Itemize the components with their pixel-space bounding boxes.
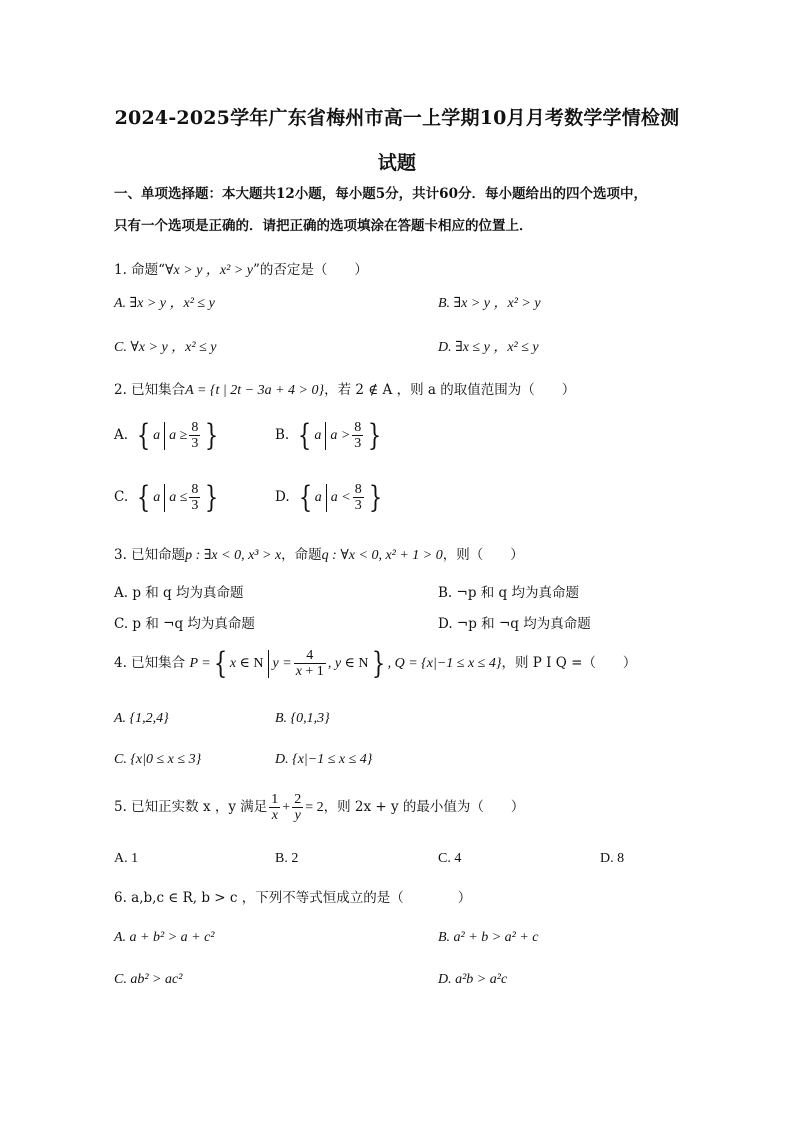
section-instructions-line2: 只有一个选项是正确的．请把正确的选项填涂在答题卡相应的位置上． <box>114 218 533 234</box>
q5-option-a[interactable]: A. 1 <box>114 851 139 866</box>
q5-option-b[interactable]: B. 2 <box>275 851 299 866</box>
q3-option-a[interactable]: A. p 和 q 均为真命题 <box>114 585 244 601</box>
q3-prop-p: p : ∃x < 0, x³ > x <box>185 548 282 563</box>
q2-option-d-label: D. <box>275 489 290 505</box>
q2-option-c-label: C. <box>114 489 129 505</box>
question-1-stem <box>114 258 368 279</box>
question-3-stem <box>114 543 524 564</box>
q3-prefix: 3. 已知命题 <box>114 547 186 563</box>
q4-option-d[interactable]: D. {x|−1 ≤ x ≤ 4} <box>275 752 373 767</box>
q4-option-b[interactable]: B. {0,1,3} <box>275 711 330 726</box>
q4-prefix: 4. 已知集合 <box>114 655 186 671</box>
q1-option-a[interactable]: A. ∃x > y ，x² ≤ y <box>114 296 215 311</box>
q2-set-a: A = {t | 2t − 3a + 4 > 0} <box>185 383 325 398</box>
q4-set-p: P = <box>189 656 211 671</box>
q5-option-d[interactable]: D. 8 <box>600 851 625 866</box>
q1-option-b[interactable]: B. ∃x > y ，x² > y <box>438 296 541 311</box>
q3-option-b[interactable]: B. ¬p 和 q 均为真命题 <box>438 585 579 601</box>
q6-option-d[interactable]: D. a²b > a²c <box>438 972 508 987</box>
q3-mid: ，命题 <box>281 547 322 563</box>
q2-option-c[interactable]: C. { a a ≤ $\frac{8}{3}$ } <box>114 480 219 515</box>
q3-option-c[interactable]: C. p 和 ¬q 均为真命题 <box>114 616 255 632</box>
q2-prefix: 2. 已知集合 <box>114 382 186 398</box>
q2-option-d[interactable]: D. { a a < $\frac{8}{3}$ } <box>275 480 382 515</box>
q5-option-c[interactable]: C. 4 <box>438 851 462 866</box>
q6-option-b[interactable]: B. a² + b > a² + c <box>438 930 539 945</box>
exam-title-line1: 2024-2025学年广东省梅州市高一上学期10月月考数学学情检测 <box>114 107 680 129</box>
q1-option-d[interactable]: D. ∃x ≤ y ，x² ≤ y <box>438 340 539 355</box>
q2-option-a-label: A. <box>114 427 129 443</box>
q3-prop-q: q : ∀x < 0, x² + 1 > 0 <box>321 548 443 563</box>
section-instructions-line1: 一、单项选择题：本大题共12小题，每小题5分，共计60分．每小题给出的四个选项中， <box>114 186 647 202</box>
q4-suffix: ，则 P I Q =（ ） <box>501 655 637 671</box>
q2-option-a[interactable]: A. { a a ≥ $\frac{8}{3}$ } <box>114 418 219 453</box>
question-5-stem: 5. 已知正实数 x ，y 满足 $\frac{1}{x}$ + $\frac{2}{y}$ = 2，则 2x + y 的最小值为（ ） <box>114 792 525 823</box>
q1-option-c[interactable]: C. ∀x > y ，x² ≤ y <box>114 340 217 355</box>
question-4-stem: 4. 已知集合 P ={ x ∈ N y = $\frac{4}{x + 1}$ , y ∈ N} , Q = {x|−1 ≤ x ≤ 4}，则 P I Q =（ ） <box>114 646 637 681</box>
q1-prefix: 1. 命题“ <box>114 262 166 278</box>
q4-option-a[interactable]: A. {1,2,4} <box>114 711 169 726</box>
q3-suffix: ，则（ ） <box>442 547 524 563</box>
q4-option-c[interactable]: C. {x|0 ≤ x ≤ 3} <box>114 752 202 767</box>
q1-suffix: ”的否定是（ ） <box>252 262 368 278</box>
q5-suffix: ，则 2x + y 的最小值为（ ） <box>323 799 525 815</box>
q1-proposition: ∀x > y ，x² > y <box>165 263 253 278</box>
question-2-stem <box>114 378 575 399</box>
exam-title-line2: 试题 <box>377 152 417 174</box>
q2-option-b-label: B. <box>275 427 290 443</box>
q5-prefix: 5. 已知正实数 x ，y 满足 <box>114 799 268 815</box>
q2-suffix: ，若 2 ∉ A ，则 a 的取值范围为（ ） <box>324 382 576 398</box>
q3-option-d[interactable]: D. ¬p 和 ¬q 均为真命题 <box>438 616 591 632</box>
q6-option-c[interactable]: C. ab² > ac² <box>114 972 183 987</box>
q2-option-b[interactable]: B. { a a > $\frac{8}{3}$ } <box>275 418 382 453</box>
q6-option-a[interactable]: A. a + b² > a + c² <box>114 930 215 945</box>
question-6-stem: 6. a,b,c ∈ R, b > c ，下列不等式恒成立的是（ ） <box>114 890 472 906</box>
